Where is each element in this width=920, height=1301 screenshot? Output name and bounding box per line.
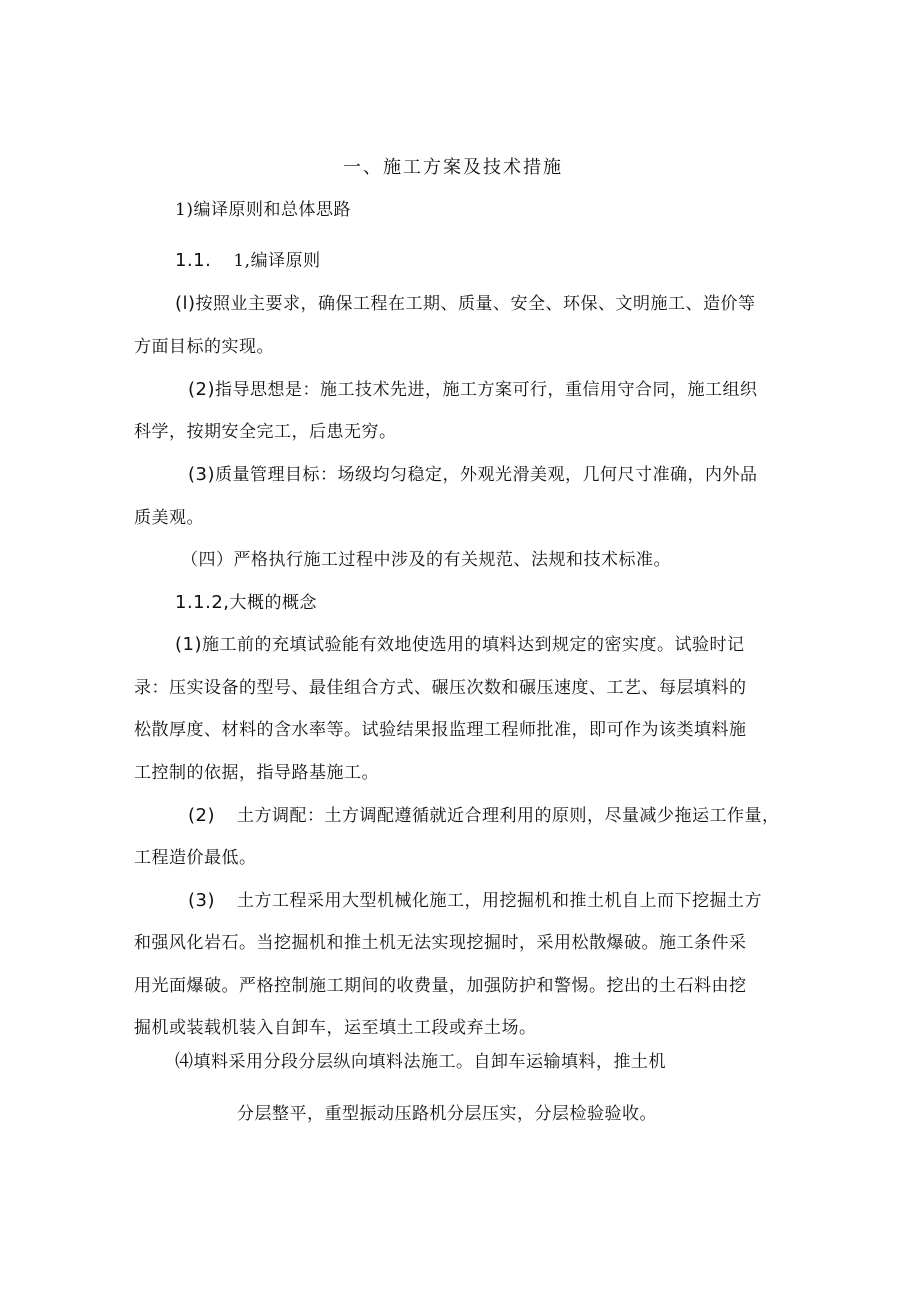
section-heading-text: 1)编译原则和总体思路 [175, 200, 351, 220]
paragraph-item-4: （四）严格执行施工过程中涉及的有关规范、法规和技术标准。 [181, 550, 671, 570]
section-heading [175, 198, 351, 222]
item-number: ⑷ [175, 1051, 194, 1072]
paragraph-item-1-line-1 [175, 292, 756, 316]
concept-item-1-line-3: 松散厚度、材料的含水率等。试验结果报监理工程师批准，即可作为该类填料施 [134, 720, 747, 740]
item-number: (3) [188, 464, 215, 485]
paragraph-item-3-line-1 [188, 463, 758, 487]
item-text: 施工前的充填试验能有效地使选用的填料达到规定的密实度。试验时记 [202, 635, 745, 655]
subsection-title: 大概的概念 [229, 593, 318, 613]
concept-item-1-line-1 [175, 633, 745, 657]
paragraph-item-2-line-2: 科学，按期安全完工，后患无穷。 [134, 422, 397, 442]
item-number: (l) [175, 293, 196, 314]
subsection-title: 1,编译原则 [233, 251, 321, 271]
item-text: 按照业主要求，确保工程在工期、质量、安全、环保、文明施工、造价等 [195, 294, 756, 314]
concept-item-2-line-1 [188, 804, 780, 828]
concept-item-3-line-1 [188, 889, 762, 913]
item-text: 土方工程采用大型机械化施工，用挖掘机和推土机自上而下挖掘土方 [237, 891, 762, 911]
document-title: 一、施工方案及技术措施 [343, 157, 563, 178]
item-text: 质量管理目标：场级均匀稳定，外观光滑美观，几何尺寸准确，内外品 [215, 465, 758, 485]
subsection-number: 1.1. [175, 250, 212, 271]
item-number: (1) [175, 634, 202, 655]
item-text: 填料采用分段分层纵向填料法施工。自卸车运输填料，推土机 [193, 1052, 666, 1072]
item-number: (3) [188, 890, 215, 911]
item-text: 指导思想是：施工技术先进，施工方案可行，重信用守合同，施工组织 [215, 380, 758, 400]
concept-item-1-line-2: 录：压实设备的型号、最佳组合方式、碾压次数和碾压速度、工艺、每层填料的 [134, 678, 747, 698]
item-text: 土方调配：土方调配遵循就近合理利用的原则，尽量减少拖运工作量， [237, 806, 780, 826]
concept-item-3-line-3: 用光面爆破。严格控制施工期间的收费量，加强防护和警惕。挖出的土石料由挖 [134, 976, 747, 996]
concept-item-4-line-1 [175, 1050, 666, 1074]
item-number: (2) [188, 805, 215, 826]
paragraph-item-1-line-2: 方面目标的实现。 [134, 337, 274, 357]
concept-item-3-line-2: 和强风化岩石。当挖掘机和推土机无法实现挖掘时，采用松散爆破。施工条件采 [134, 933, 747, 953]
concept-item-4-line-2: 分层整平，重型振动压路机分层压实，分层检验验收。 [237, 1104, 657, 1124]
concept-item-1-line-4: 工控制的依据，指导路基施工。 [134, 763, 379, 783]
concept-item-3-line-4: 掘机或装载机装入自卸车，运至填土工段或弃土场。 [134, 1018, 537, 1038]
concept-item-2-line-2: 工程造价最低。 [134, 848, 257, 868]
subsection-number: 1.1.2, [175, 592, 230, 613]
subsection-heading-1 [175, 249, 321, 273]
subsection-heading-2 [175, 591, 317, 615]
paragraph-item-2-line-1 [188, 378, 758, 402]
item-number: (2) [188, 379, 215, 400]
paragraph-item-3-line-2: 质美观。 [134, 508, 204, 528]
